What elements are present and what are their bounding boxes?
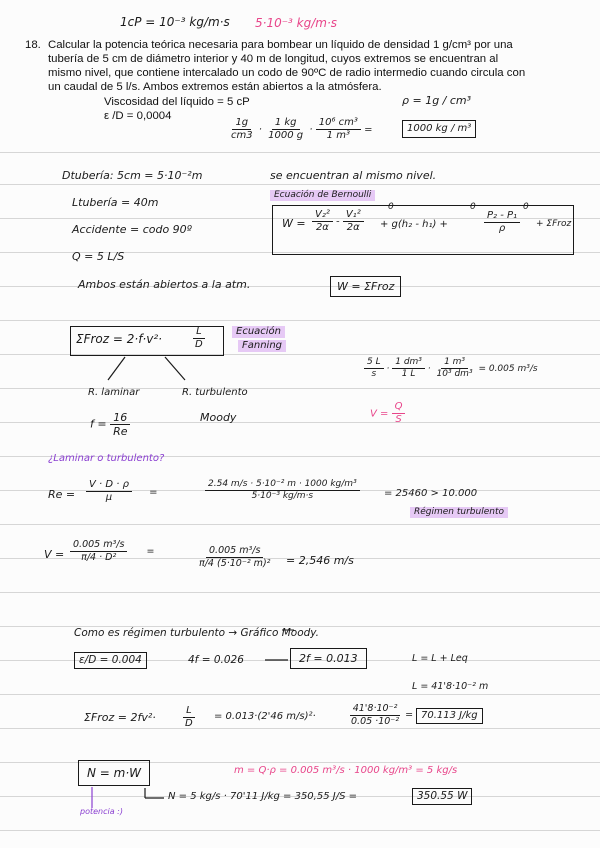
reynolds-result: = 25460 > 10.000 bbox=[384, 488, 478, 499]
moody-2f: 2f = 0.013 bbox=[290, 648, 367, 669]
bernoulli-tag: Ecuación de Bernoulli bbox=[270, 190, 375, 201]
problem-line-1: Calcular la potencia teórica necesaria para bombear un líquido de densidad 1 g/cm³ por una bbox=[48, 39, 513, 51]
power-calc: N = 5 kg/s · 70'11 J/kg = 350,55 J/S = bbox=[168, 791, 357, 802]
unit-conversion-pink: 5·10⁻³ kg/m·s bbox=[255, 16, 338, 30]
power-label: potencia :) bbox=[80, 807, 123, 816]
zero-mark-1: 0 bbox=[388, 202, 394, 212]
problem-number: 18. bbox=[25, 39, 41, 51]
open-ends: Ambos están abiertos a la atm. bbox=[78, 278, 251, 291]
problem-line-2: tubería de 5 cm de diámetro interior y 40 m de longitud, cuyos extremos se encuentran al bbox=[48, 53, 499, 65]
moody-4f: 4f = 0.026 bbox=[188, 654, 244, 666]
unit-conversion: 1cP = 10⁻³ kg/m·s bbox=[120, 15, 230, 29]
friction-frac: $\frac{L}{D}$ bbox=[185, 705, 193, 729]
fanning-frac: $\frac{L}{D}$ bbox=[195, 326, 203, 350]
bernoulli-pressure: $\frac{\text{P₂ - P₁}}{\rho}$ bbox=[484, 211, 520, 234]
bernoulli-result: W = ΣFroz bbox=[330, 276, 401, 297]
fanning-tag-1: Ecuación bbox=[232, 326, 285, 338]
flow-rate: Q = 5 L/S bbox=[72, 250, 125, 263]
branch-laminar: R. laminar bbox=[88, 387, 140, 398]
same-level-note: se encuentran al mismo nivel. bbox=[270, 169, 437, 182]
zero-mark-2: 0 bbox=[470, 202, 476, 212]
length-total: L = L + Leq bbox=[412, 653, 468, 664]
length-value: L = 41'8·10⁻² m bbox=[412, 681, 489, 692]
accessory: Accidente = codo 90º bbox=[72, 223, 192, 236]
velocity-result: = 2,546 m/s bbox=[286, 554, 354, 567]
density-result: 1000 kg / m³ bbox=[402, 120, 476, 138]
roughness-box: ε/D = 0.004 bbox=[74, 652, 147, 669]
friction-result: 70.113 J/kg bbox=[416, 708, 483, 724]
power-eq: N = m·W bbox=[78, 760, 150, 786]
problem-line-4: un caudal de 5 l/s. Ambos extremos están abiertos a la atmósfera. bbox=[48, 81, 382, 93]
bernoulli-friction: + ΣFroz bbox=[536, 219, 572, 229]
pipe-length: Ltubería = 40m bbox=[72, 196, 159, 209]
mass-flow: m = Q·ρ = 0.005 m³/s · 1000 kg/m³ = 5 kg/s bbox=[234, 765, 458, 776]
zero-mark-3: 0 bbox=[523, 202, 529, 212]
velocity-label: V = bbox=[44, 548, 65, 561]
roughness: ε /D = 0,0004 bbox=[104, 110, 172, 122]
reynolds-label: Re = bbox=[48, 488, 76, 501]
moody-label: Moody bbox=[200, 411, 237, 424]
friction-mid: = 0.013·(2'46 m/s)²· bbox=[214, 711, 316, 722]
flow-conversion: $\frac{5 L}{s}$ · $\frac{\text{1 dm³}}{1 L}$ · $\frac{\text{1 m³}}{\text{10³ dm³}}$ = 0.005 m³/s bbox=[364, 358, 538, 379]
fanning-tag-2: Fanning bbox=[238, 340, 286, 352]
bernoulli-kinetic: $\frac{\text{V₂²}}{2\alpha}$ - $\frac{\text{V₁²}}{2\alpha}$ bbox=[312, 210, 364, 233]
density-label: ρ = 1g / cm³ bbox=[402, 94, 472, 107]
viscosity: Viscosidad del líquido = 5 cP bbox=[104, 96, 250, 108]
friction-values: $\frac{\text{41'8·10⁻²}}{\text{0.05 ·10⁻²}}$ = bbox=[351, 703, 414, 727]
pipe-diameter: Dtubería: 5cm = 5·10⁻²m bbox=[62, 169, 203, 182]
velocity-values: $\frac{\text{0.005 m³/s}}{\text{π/4 (5·10⁻² m)²}}$ bbox=[199, 545, 271, 569]
laminar-f: f = $\frac{16}{Re}$ bbox=[90, 412, 131, 437]
moody-line: Como es régimen turbulento → Gráfico Moody. bbox=[74, 627, 320, 639]
bernoulli-w: W = bbox=[282, 217, 306, 230]
velocity-def: V = $\frac{Q}{S}$ bbox=[370, 402, 405, 425]
density-conversion: $\frac{1g}{cm3}$ · $\frac{1 kg}{1000 g}$ · $\frac{\text{10⁶ cm³}}{\text{1 m³}}$ = bbox=[231, 117, 373, 141]
reynolds-def: $\frac{V \cdot D \cdot \rho}{\mu}$ = bbox=[86, 480, 158, 503]
bernoulli-height: + g(h₂ - h₁) + bbox=[380, 219, 448, 230]
fanning-eq: ΣFroz = 2·f·v²· bbox=[76, 332, 162, 346]
power-result: 350.55 W bbox=[412, 788, 472, 805]
velocity-formula: $\frac{\text{0.005 m³/s}}{\text{π/4 · D²}}$ = bbox=[70, 540, 154, 562]
problem-line-3: mismo nivel, que contiene intercalado un codo de 90ºC de radio intermedio cuando circula con bbox=[48, 67, 526, 79]
friction-lhs: ΣFroz = 2fv²· bbox=[84, 711, 156, 724]
turbulent-tag: Régimen turbulento bbox=[410, 507, 508, 518]
branch-turbulent: R. turbulento bbox=[182, 387, 248, 398]
laminar-question: ¿Laminar o turbulento? bbox=[48, 453, 165, 464]
reynolds-values: $\frac{\text{2.54 m/s · 5·10⁻² m · 1000 kg/m³}}{\text{5·10⁻³ kg/m·s}}$ bbox=[205, 480, 360, 501]
